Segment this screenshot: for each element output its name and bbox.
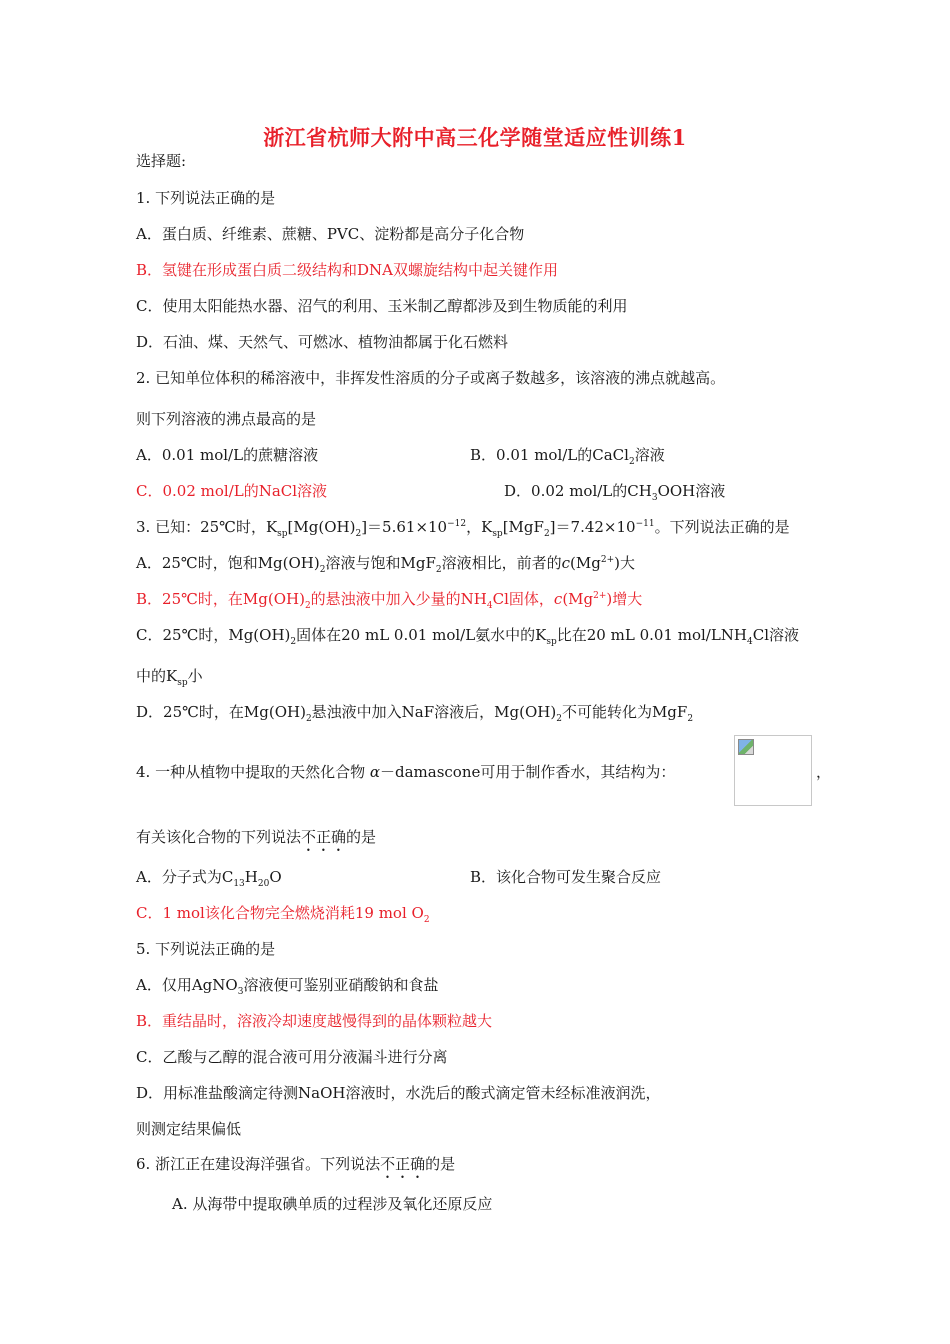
- q4-stem-line2: 有关该化合物的下列说法不正确的是: [136, 828, 377, 846]
- q6-option-a: A. 从海带中提取碘单质的过程涉及氧化还原反应: [172, 1195, 493, 1213]
- section-heading: 选择题:: [136, 152, 187, 170]
- q1-stem: 1. 下列说法正确的是: [136, 189, 276, 207]
- q5-stem: 5. 下列说法正确的是: [136, 940, 276, 958]
- q2-option-a: A．0.01 mol/L的蔗糖溶液: [136, 446, 319, 464]
- q2-stem-line1: 2. 已知单位体积的稀溶液中，非挥发性溶质的分子或离子数越多，该溶液的沸点就越高。: [136, 369, 726, 387]
- q6-stem: 6. 浙江正在建设海洋强省。下列说法不正确的是: [136, 1155, 456, 1173]
- q3-option-c-line2: 中的$K_{sp}$小: [136, 667, 203, 688]
- q4-stem: 4. 一种从植物中提取的天然化合物 α－damascone可用于制作香水，其结构为：: [136, 763, 676, 781]
- q5-option-b-answer: B．重结晶时，溶液冷却速度越慢得到的晶体颗粒越大: [136, 1012, 493, 1030]
- q2-option-c-answer: C．0.02 mol/L的NaCl溶液: [136, 482, 328, 500]
- q1-option-a: A．蛋白质、纤维素、蔗糖、PVC、淀粉都是高分子化合物: [136, 225, 525, 243]
- q3-option-d: D．25℃时，在$Mg(OH)_2$悬浊液中加入NaF溶液后，$Mg(OH)_2$不可能转化为MgF$_2$: [136, 703, 694, 724]
- q4-option-c-answer: C．1 mol该化合物完全燃烧消耗19 mol $O_2$: [136, 904, 430, 925]
- q2-stem-line2: 则下列溶液的沸点最高的是: [136, 410, 317, 428]
- q2-option-d: D．0.02 mol/L的$CH_3OOH$溶液: [504, 482, 726, 503]
- q4-stem-comma: ，: [816, 763, 832, 781]
- page-title: 浙江省杭师大附中高三化学随堂适应性训练1: [263, 125, 687, 150]
- broken-image-icon: [738, 739, 754, 755]
- q3-option-b-answer: B．25℃时，在$Mg(OH)_2$的悬浊液中加入少量的$NH_4Cl$固体，$c(Mg^{2+})$增大: [136, 590, 643, 611]
- structure-image-placeholder: [734, 735, 812, 806]
- q5-option-d-line2: 则测定结果偏低: [136, 1120, 242, 1138]
- q3-option-a: A．25℃时，饱和$Mg(OH)_2$溶液与饱和MgF$_2$溶液相比，前者的$c(Mg^{2+})$大: [136, 554, 635, 575]
- q3-option-c-line1: C．25℃时，$Mg(OH)_2$固体在20 mL 0.01 mol/L氨水中的$K_{sp}$比在20 mL 0.01 mol/$LNH_4Cl$溶液: [136, 626, 800, 647]
- q1-option-c: C．使用太阳能热水器、沼气的利用、玉米制乙醇都涉及到生物质能的利用: [136, 297, 628, 315]
- q1-option-b-answer: B．氢键在形成蛋白质二级结构和DNA双螺旋结构中起关键作用: [136, 261, 559, 279]
- q2-option-b: B．0.01 mol/L的CaCl$_2$溶液: [470, 446, 665, 467]
- q4-option-a: A．分子式为$C_{13}H_{20}O$: [136, 868, 282, 889]
- q5-option-d-line1: D．用标准盐酸滴定待测NaOH溶液时，水洗后的酸式滴定管未经标准液润洗，: [136, 1084, 661, 1102]
- q5-option-c: C．乙酸与乙醇的混合液可用分液漏斗进行分离: [136, 1048, 448, 1066]
- q1-option-d: D．石油、煤、天然气、可燃冰、植物油都属于化石燃料: [136, 333, 509, 351]
- q5-option-a: A．仅用AgNO$_3$溶液便可鉴别亚硝酸钠和食盐: [136, 976, 439, 997]
- q4-option-b: B．该化合物可发生聚合反应: [470, 868, 662, 886]
- q3-stem: 3. 已知：25℃时，$K_{sp}[Mg(OH)_2]=5.61\times 10^{-12}$，$K_{sp}[MgF_2]=7.42\times 10^{-11}$。下列说法正确的是: [136, 518, 790, 539]
